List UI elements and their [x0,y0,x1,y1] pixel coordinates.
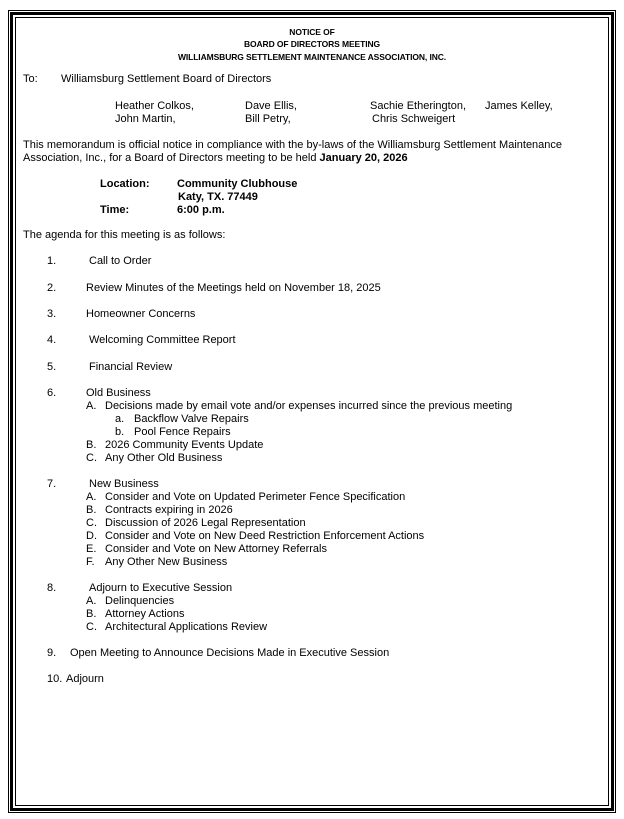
agenda-item-number: 5. [47,361,57,373]
agenda-item-number: 10. [47,673,63,685]
agenda-item-title: Adjourn to Executive Session [89,582,233,594]
to-label: To: [23,73,38,85]
agenda-item-number: 3. [47,308,57,320]
director-name: James Kelley, [485,100,553,112]
sub-item-letter: E. [86,543,97,555]
agenda-item-title: Old Business [86,387,151,399]
agenda-item-title: Homeowner Concerns [86,308,196,320]
director-name: Dave Ellis, [245,100,297,112]
sub-item-letter: B. [86,439,97,451]
location-name: Community Clubhouse [177,178,298,190]
sub-item-text: Attorney Actions [105,608,185,620]
sub-sub-item-text: Pool Fence Repairs [134,426,231,438]
sub-item-text: 2026 Community Events Update [105,439,264,451]
sub-item-text: Any Other New Business [105,556,228,568]
agenda-item-number: 8. [47,582,57,594]
sub-item-text: Decisions made by email vote and/or expenses incurred since the previous meeting [105,400,513,412]
location-address: Katy, TX. 77449 [178,191,258,203]
sub-item-text: Consider and Vote on New Deed Restriction Enforcement Actions [105,530,425,542]
sub-item-text: Delinquencies [105,595,175,607]
sub-sub-item-letter: b. [115,426,125,438]
memo-line-2-text: Association, Inc., for a Board of Directors meeting to be held [23,152,320,164]
sub-item-letter: D. [86,530,97,542]
sub-item-text: Contracts expiring in 2026 [105,504,233,516]
time-label: Time: [100,204,130,216]
sub-item-letter: A. [86,595,97,607]
to-recipient: Williamsburg Settlement Board of Directors [61,73,272,85]
agenda-item-number: 6. [47,387,57,399]
sub-item-letter: C. [86,452,97,464]
sub-item-letter: B. [86,504,97,516]
director-name: Chris Schweigert [372,113,456,125]
sub-item-letter: C. [86,621,97,633]
header-line-1: NOTICE OF [289,27,335,37]
sub-item-text: Consider and Vote on Updated Perimeter Fence Specification [105,491,406,503]
director-name: Heather Colkos, [115,100,194,112]
director-name: Bill Petry, [245,113,291,125]
agenda-item-number: 1. [47,255,57,267]
memo-line-1: This memorandum is official notice in compliance with the by-laws of the Williamsburg Settlement Maintenance [23,139,563,151]
director-name: John Martin, [115,113,176,125]
agenda-item-number: 4. [47,334,57,346]
time-value: 6:00 p.m. [177,204,225,216]
director-name: Sachie Etherington, [370,100,467,112]
agenda-item-number: 2. [47,282,57,294]
sub-item-letter: C. [86,517,97,529]
header-line-2: BOARD OF DIRECTORS MEETING [243,39,381,49]
sub-item-text: Consider and Vote on New Attorney Referrals [105,543,327,555]
agenda-item-title: New Business [89,478,159,490]
agenda-item-title: Financial Review [89,361,173,373]
agenda-item-number: 7. [47,478,57,490]
agenda-item-title: Welcoming Committee Report [89,334,236,346]
sub-item-letter: A. [86,491,97,503]
agenda-item-title: Open Meeting to Announce Decisions Made in Executive Session [70,647,390,659]
sub-item-text: Architectural Applications Review [105,621,268,633]
agenda-item-number: 9. [47,647,57,659]
sub-item-letter: B. [86,608,97,620]
header-line-3: WILLIAMSBURG SETTLEMENT MAINTENANCE ASSOCIATION, INC. [177,52,447,62]
sub-item-letter: A. [86,400,97,412]
agenda-item-title: Adjourn [66,673,104,685]
sub-item-letter: F. [86,556,95,568]
sub-item-text: Discussion of 2026 Legal Representation [105,517,306,529]
memo-line-2 [23,152,408,164]
sub-item-text: Any Other Old Business [105,452,223,464]
agenda-intro: The agenda for this meeting is as follows: [23,229,226,241]
agenda-item-title: Call to Order [89,255,152,267]
meeting-date: January 20, 2026 [319,152,408,164]
sub-sub-item-letter: a. [115,413,125,425]
location-label: Location: [100,178,150,190]
agenda-item-title: Review Minutes of the Meetings held on November 18, 2025 [86,282,381,294]
sub-sub-item-text: Backflow Valve Repairs [134,413,249,425]
